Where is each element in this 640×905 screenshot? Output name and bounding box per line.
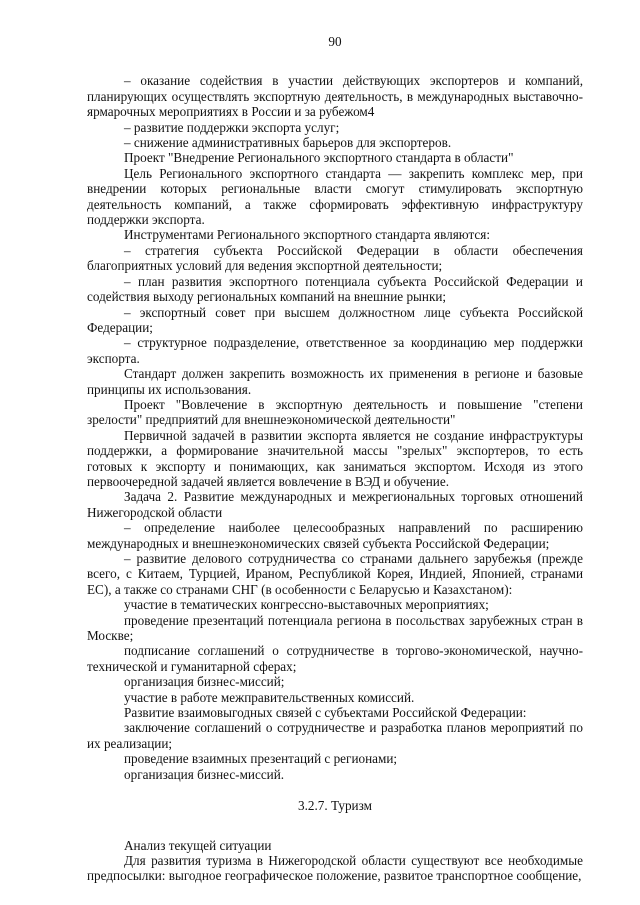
- paragraph: проведение взаимных презентаций с регионами;: [124, 751, 398, 767]
- paragraph: Стандарт должен закрепить возможность их применения в регионе и базовые принципы их использования.: [87, 366, 583, 397]
- paragraph: – определение наиболее целесообразных направлений по расширению международных и внешнеэкономических связей субъекта Российской Федерации;: [87, 520, 583, 551]
- paragraph: Инструментами Регионального экспортного стандарта являются:: [124, 227, 490, 243]
- paragraph: – план развития экспортного потенциала субъекта Российской Федерации и содействия выходу региональных компаний на внешние рынки;: [87, 273, 583, 305]
- body-text: [87, 73, 583, 782]
- paragraph: Задача 2. Развитие международных и межрегиональных торговых отношений Нижегородской области: [87, 489, 583, 520]
- page-number: 90: [328, 34, 342, 49]
- paragraph: Развитие взаимовыгодных связей с субъектами Российской Федерации:: [124, 705, 527, 721]
- paragraph: заключение соглашений о сотрудничестве и разработка планов мероприятий по их реализации;: [87, 720, 583, 751]
- subheading: Анализ текущей ситуации: [124, 837, 272, 853]
- paragraph: Для развития туризма в Нижегородской области существуют все необходимые предпосылки: выгодное географическое положение, развитое транспортное сообщение,: [87, 852, 583, 884]
- section-heading: 3.2.7. Туризм: [298, 798, 372, 814]
- paragraph: подписание соглашений о сотрудничестве в торгово-экономической, научно-технической и гуманитарной сферах;: [87, 643, 583, 674]
- paragraph: Первичной задачей в развитии экспорта является не создание инфраструктуры поддержки, а формирование значительной массы "зрелых" экспортеров, то есть готовых к экспорту и понимающих, как заниматься экспортом. Исходя из этого первоочередной задачей является вовлечение в ВЭД и обучение.: [87, 427, 583, 489]
- paragraph: Цель Регионального экспортного стандарта — закрепить комплекс мер, при внедрении которых региональные власти смогут стимулировать экспортную деятельность компаний, а также сформировать эффективную инфраструктуру поддержки экспорта.: [87, 165, 583, 228]
- section-body: [87, 838, 583, 884]
- paragraph: участие в работе межправительственных комиссий.: [124, 689, 415, 705]
- paragraph: – оказание содействия в участии действующих экспортеров и компаний, планирующих осуществлять экспортную деятельность, в международных выставочно-ярмарочных мероприятиях в России и за рубежом4: [87, 73, 583, 120]
- paragraph: – развитие поддержки экспорта услуг;: [124, 119, 340, 135]
- paragraph: – стратегия субъекта Российской Федерации в области обеспечения благоприятных условий для ведения экспортной деятельности;: [87, 242, 583, 274]
- paragraph: Проект "Внедрение Регионального экспортного стандарта в области": [124, 150, 514, 166]
- paragraph: организация бизнес-миссий.: [124, 766, 285, 782]
- paragraph: участие в тематических конгрессно-выставочных мероприятиях;: [124, 597, 489, 613]
- paragraph: – экспортный совет при высшем должностном лице субъекта Российской Федерации;: [87, 304, 583, 335]
- paragraph: – структурное подразделение, ответственное за координацию мер поддержки экспорта.: [87, 335, 583, 366]
- paragraph: – развитие делового сотрудничества со странами дальнего зарубежья (прежде всего, с Китаем, Турцией, Ираном, Республикой Корея, Индией, Японией, странами ЕС), а также со странами СНГ (в особенности с Беларусью и Казахстаном):: [87, 551, 583, 597]
- paragraph: Проект "Вовлечение в экспортную деятельность и повышение "степени зрелости" предприятий для внешнеэкономической деятельности": [87, 396, 583, 428]
- paragraph: – снижение административных барьеров для экспортеров.: [124, 135, 452, 151]
- paragraph: проведение презентаций потенциала региона в посольствах зарубежных стран в Москве;: [87, 612, 583, 644]
- paragraph: организация бизнес-миссий;: [124, 674, 285, 690]
